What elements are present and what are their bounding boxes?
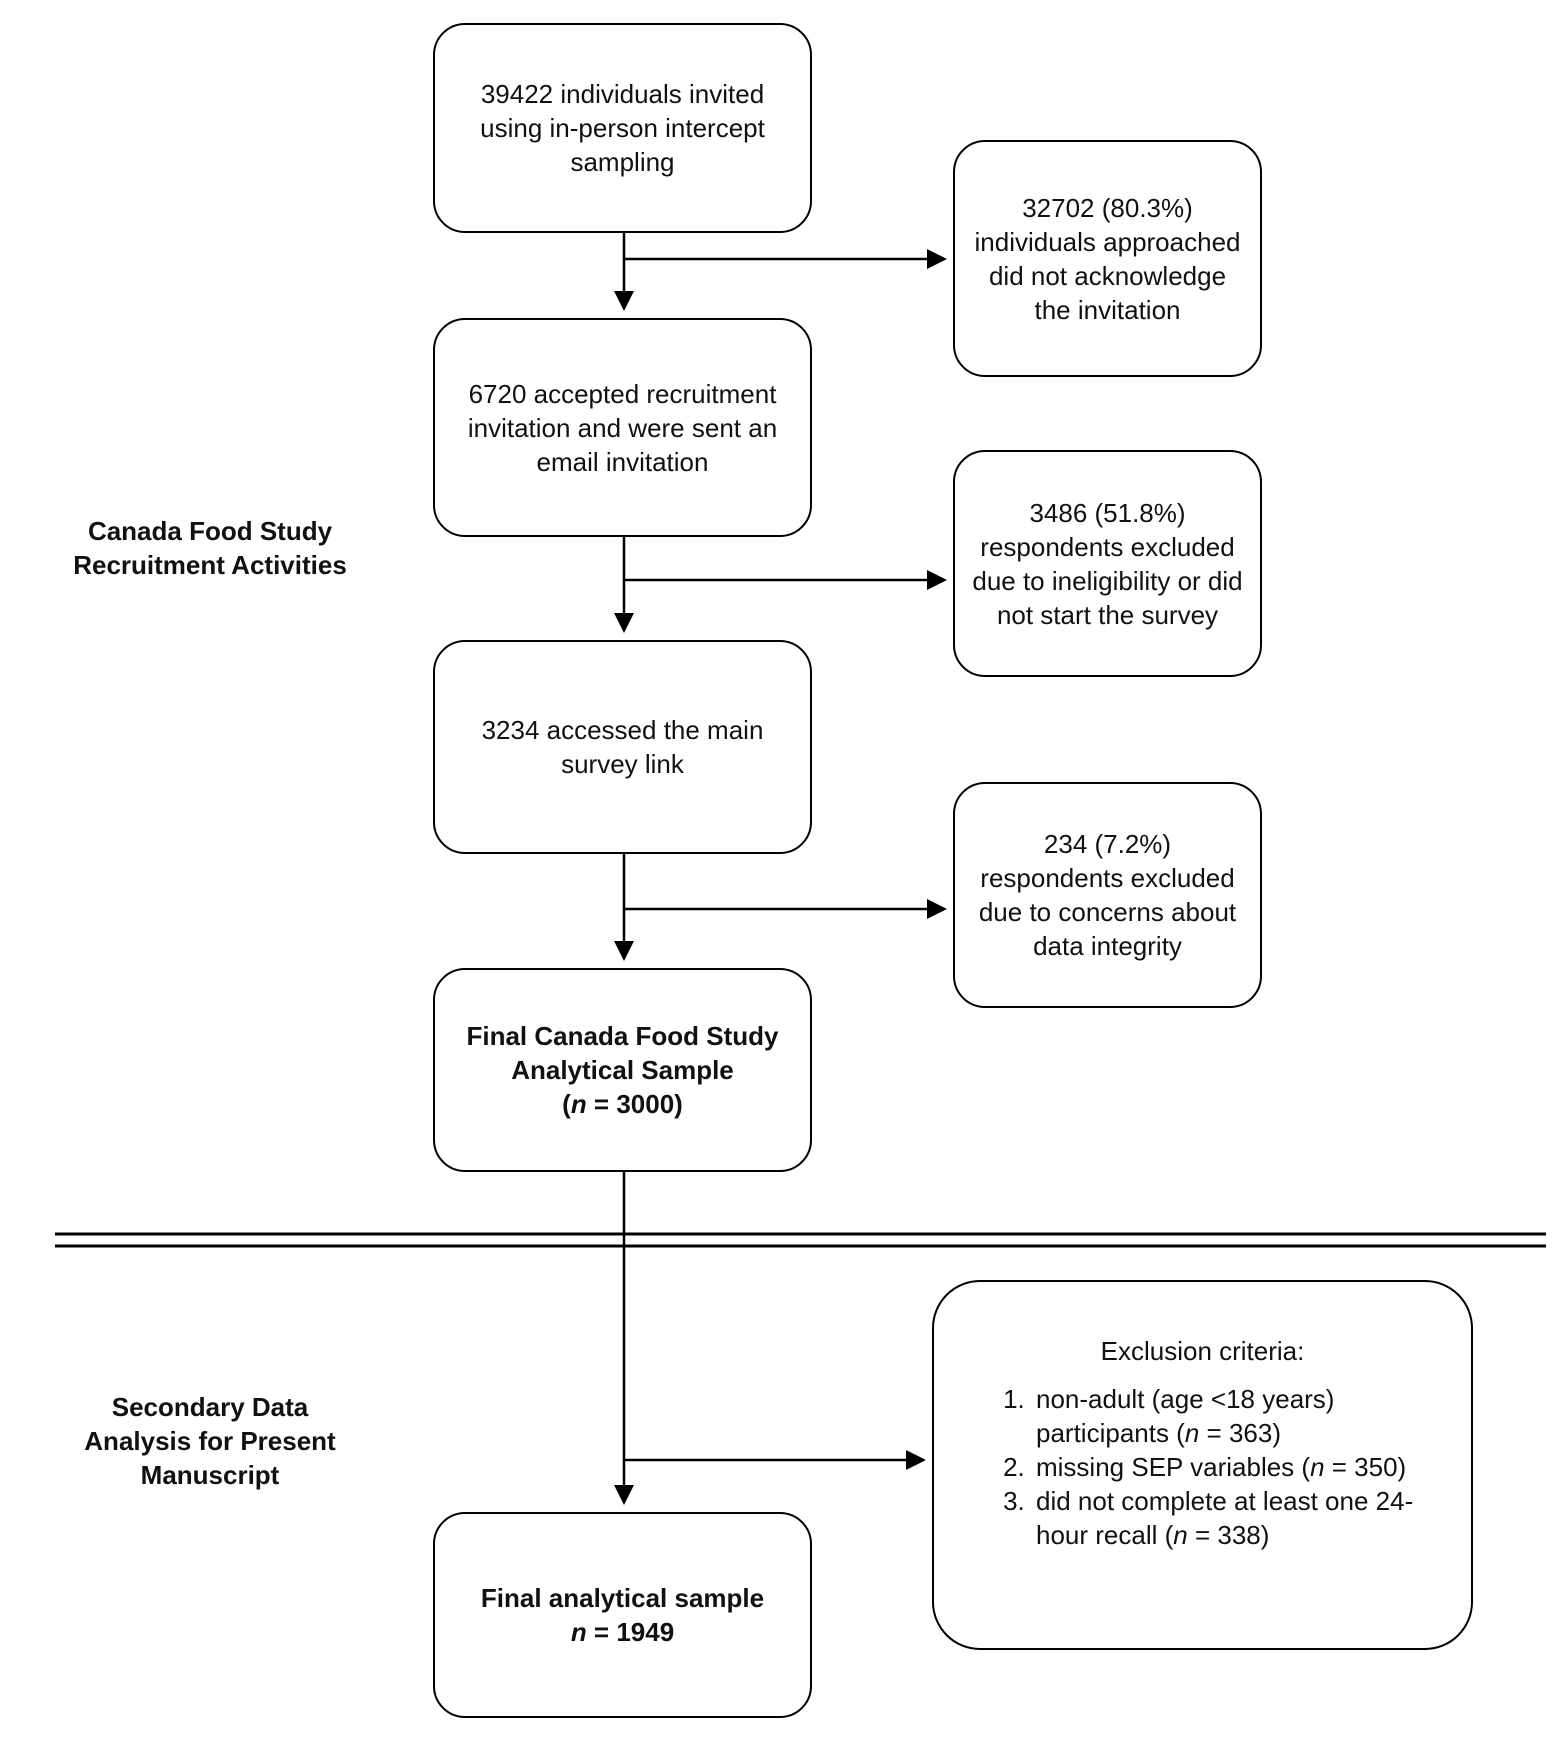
section-label-recruitment-line: Canada Food Study	[87, 516, 333, 546]
n-line-value: = 3000)	[586, 1089, 683, 1119]
n-line-value: = 1949	[586, 1617, 675, 1647]
box-accepted-recruitment-text: 6720 accepted recruitment	[468, 378, 777, 409]
exclusion-criteria-item	[1032, 1484, 1443, 1552]
n-line-value: = 350)	[1324, 1452, 1407, 1482]
box-excluded-ineligible-text: 3486 (51.8%)	[1029, 497, 1186, 528]
box-not-acknowledged-text: did not acknowledge	[988, 260, 1227, 291]
box-accepted-recruitment	[433, 318, 812, 537]
exclusion-item-text: did not complete at least one 24-hour recall (	[1036, 1486, 1414, 1550]
n-symbol: n	[1184, 1418, 1200, 1448]
exclusion-item-text: missing SEP variables (	[1036, 1452, 1311, 1482]
box-accepted-recruitment-text: invitation and were sent an	[467, 412, 778, 443]
box-exclusion-criteria	[932, 1280, 1473, 1650]
box-individuals-invited-text: 39422 individuals invited	[480, 79, 765, 109]
box-cfs-analytical-sample-text: Final Canada Food Study	[466, 1021, 779, 1051]
box-cfs-analytical-sample-text: Analytical Sample	[511, 1055, 734, 1085]
box-excluded-data-integrity-text: 234 (7.2%)	[1043, 829, 1172, 859]
box-final-analytical-sample-n	[571, 1615, 674, 1649]
exclusion-criteria-list	[934, 1382, 1443, 1552]
box-final-analytical-sample-text: Final analytical sample	[480, 1583, 765, 1613]
n-symbol: n	[1310, 1452, 1325, 1482]
box-individuals-invited	[433, 23, 812, 233]
box-not-acknowledged	[953, 140, 1262, 377]
box-excluded-ineligible-text: not start the survey	[996, 599, 1219, 630]
n-symbol: n	[570, 1089, 587, 1119]
n-line-value: = 338)	[1187, 1520, 1270, 1550]
exclusion-criteria-title: Exclusion criteria:	[1100, 1336, 1305, 1366]
box-excluded-ineligible-text: respondents excluded	[980, 531, 1235, 562]
box-accessed-survey-link	[433, 640, 812, 854]
box-excluded-data-integrity-text: respondents excluded	[980, 863, 1235, 893]
box-not-acknowledged-text: individuals approached	[974, 226, 1241, 257]
box-excluded-data-integrity-text: data integrity	[1033, 931, 1182, 961]
section-label-recruitment-line: Recruitment Activities	[73, 550, 347, 580]
box-excluded-data-integrity-text: due to concerns about	[978, 897, 1237, 927]
section-label-secondary-line: Secondary Data	[111, 1392, 309, 1422]
exclusion-criteria-item	[1032, 1382, 1443, 1450]
section-label-recruitment	[45, 514, 375, 582]
n-line-open: (	[562, 1089, 571, 1119]
box-accessed-survey-link-text: survey link	[561, 749, 684, 779]
section-label-secondary-line: Analysis for Present	[84, 1426, 336, 1456]
box-individuals-invited-text: using in-person intercept	[480, 113, 765, 143]
box-accessed-survey-link-text: 3234 accessed the main	[481, 715, 764, 745]
section-label-secondary-line: Manuscript	[140, 1460, 280, 1490]
box-not-acknowledged-text: the invitation	[1034, 294, 1181, 325]
n-symbol: n	[570, 1617, 587, 1647]
box-excluded-ineligible-text: due to ineligibility or did	[972, 565, 1243, 596]
box-excluded-data-integrity	[953, 782, 1262, 1008]
box-excluded-ineligible	[953, 450, 1262, 677]
box-individuals-invited-text: sampling	[570, 147, 675, 177]
n-symbol: n	[1173, 1520, 1188, 1550]
exclusion-item-text: non-adult (age <18 years) participants (	[1036, 1384, 1335, 1448]
n-line-value: = 363)	[1199, 1418, 1281, 1448]
box-final-analytical-sample	[433, 1512, 812, 1718]
exclusion-criteria-item	[1032, 1450, 1443, 1484]
box-cfs-analytical-sample	[433, 968, 812, 1172]
section-label-secondary-analysis	[45, 1390, 375, 1492]
box-accepted-recruitment-text: email invitation	[536, 446, 709, 477]
box-cfs-analytical-sample-n	[562, 1087, 683, 1121]
box-not-acknowledged-text: 32702 (80.3%)	[1022, 192, 1193, 223]
